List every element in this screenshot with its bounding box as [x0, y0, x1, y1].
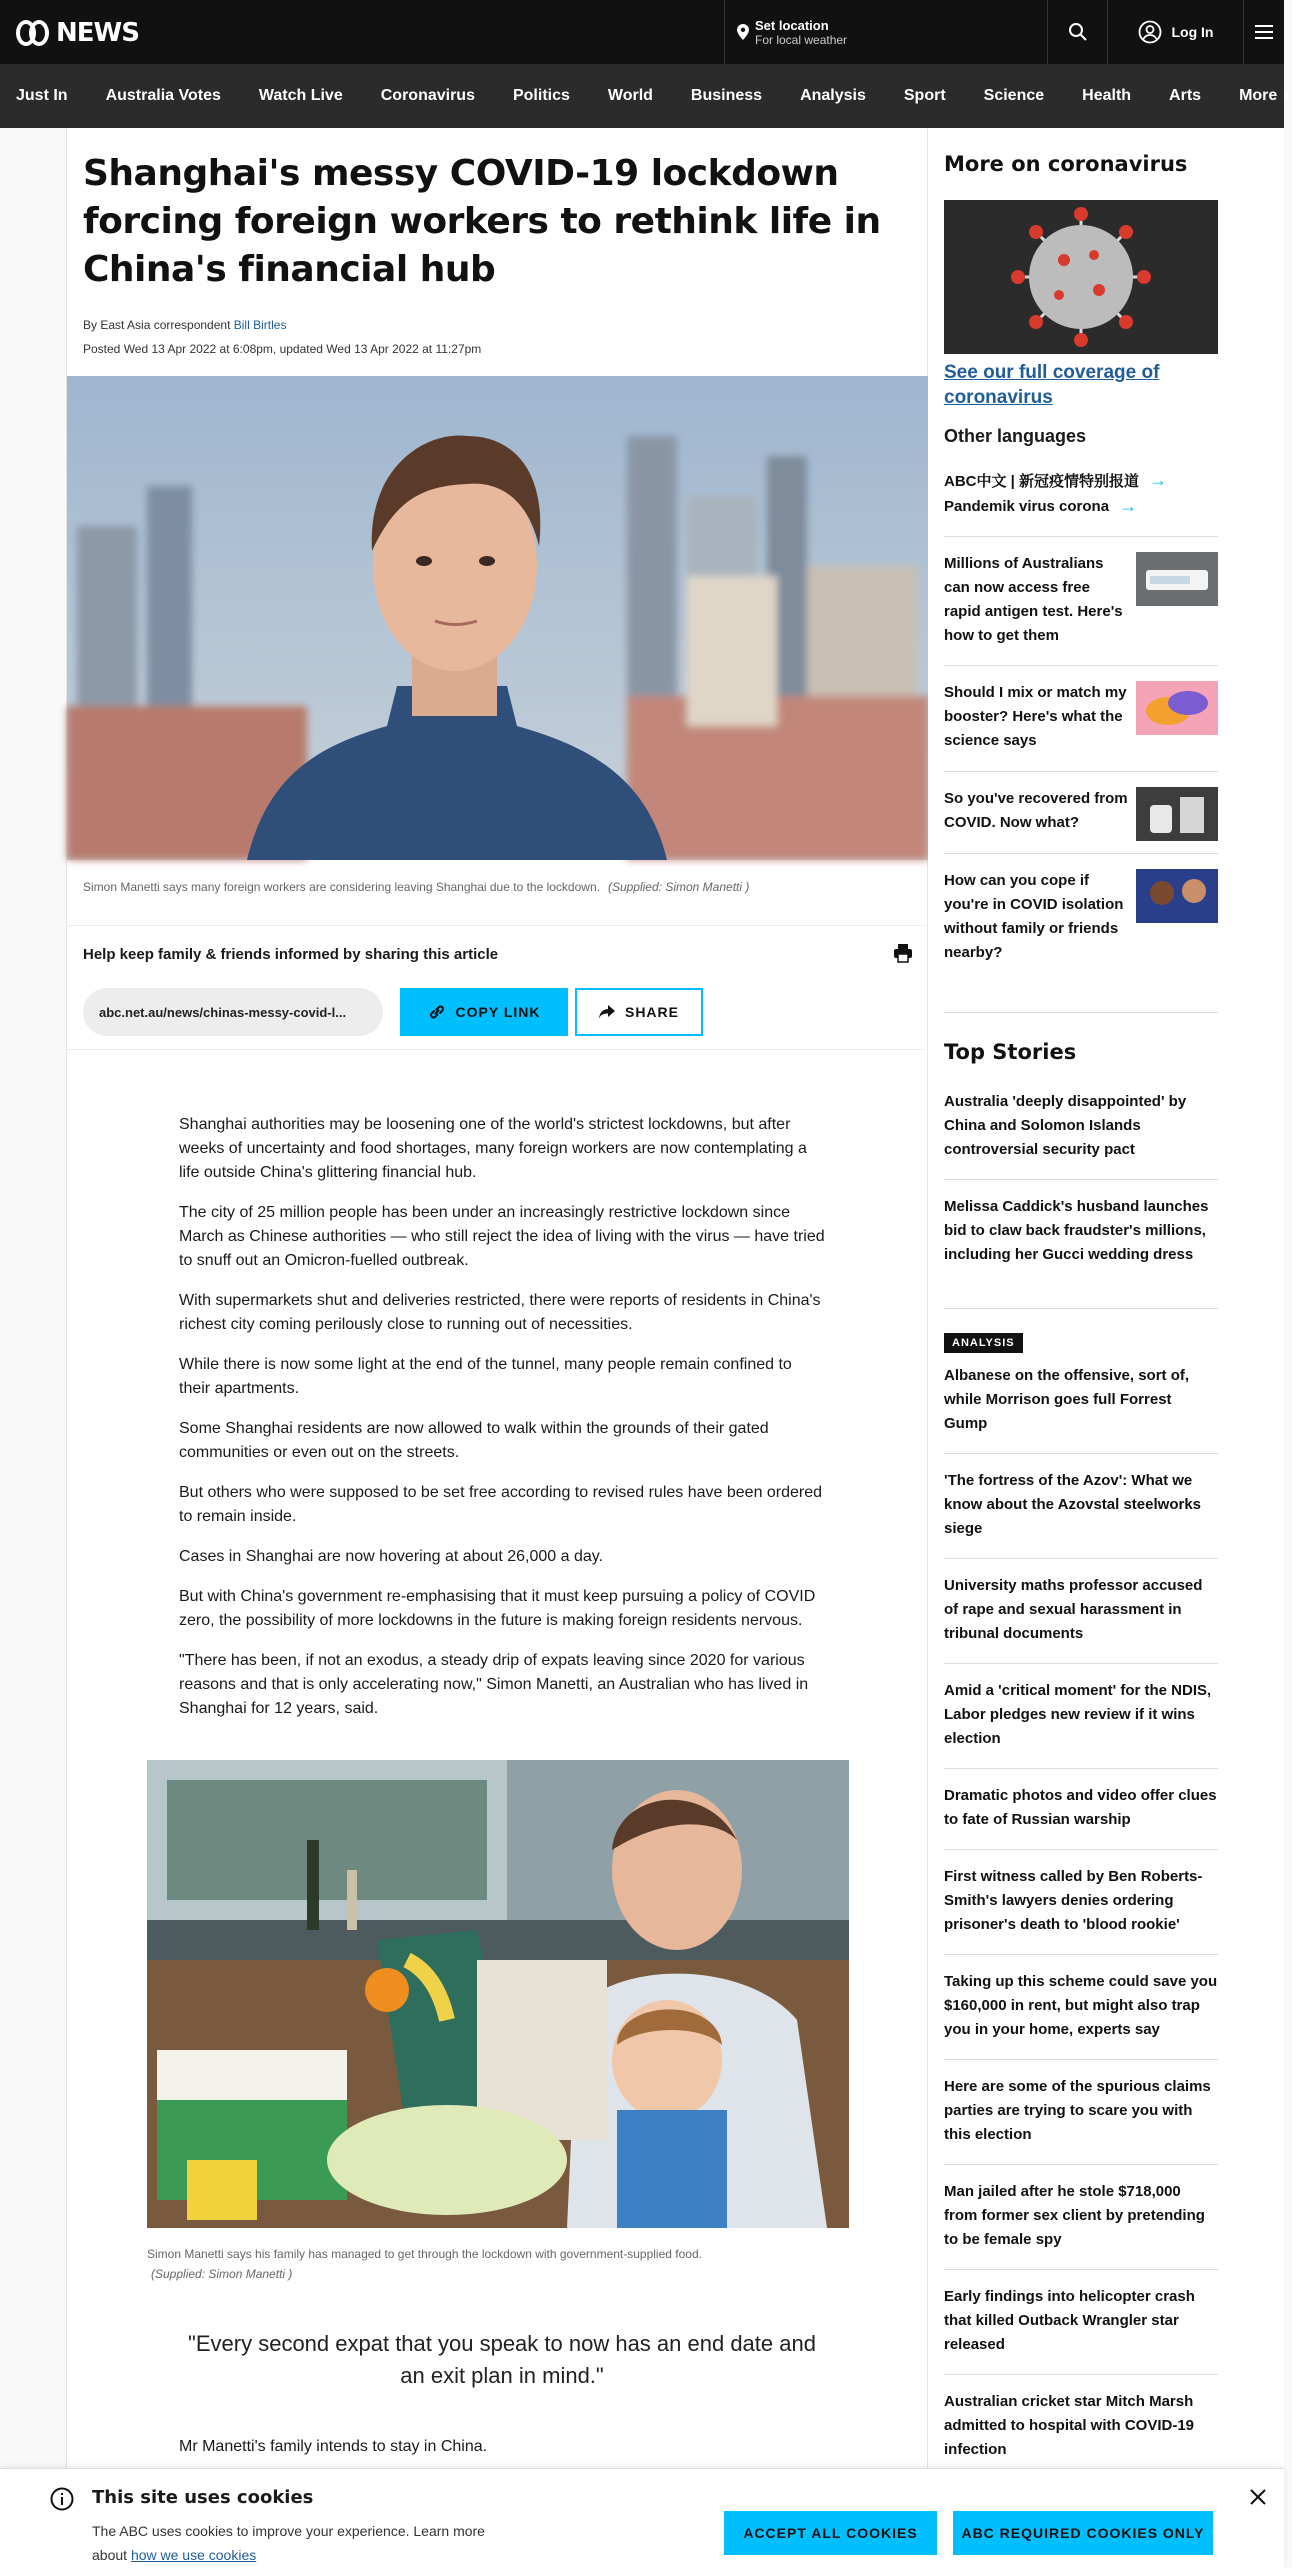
sidebar: [928, 128, 1284, 2568]
set-location-button[interactable]: [724, 0, 1048, 64]
related-story-thumbnail: [1136, 869, 1218, 923]
virus-illustration: [944, 200, 1218, 354]
top-story-link[interactable]: Australia 'deeply disappointed' by China and Solomon Islands controversial security pact: [944, 1093, 1187, 1158]
caret-down-icon: ▼: [1281, 92, 1292, 103]
divider: [944, 1308, 1218, 1309]
language-link-indonesian[interactable]: [944, 496, 1137, 517]
search-button[interactable]: [1048, 0, 1108, 64]
full-coverage-link[interactable]: See our full coverage of coronavirus: [944, 362, 1160, 408]
top-story-link[interactable]: Taking up this scheme could save you $160,000 in rent, but might also trap you in your home, experts say: [944, 1973, 1218, 2038]
cookie-text: [92, 2519, 512, 2567]
nav-coronavirus[interactable]: Coronavirus: [380, 87, 475, 104]
hero-caption-text: Simon Manetti says many foreign workers are considering leaving Shanghai due to the lockdown.: [83, 880, 600, 894]
nav-more[interactable]: [1239, 87, 1292, 105]
top-story-link[interactable]: 'The fortress of the Azov': What we know about the Azovstal steelworks siege: [944, 1472, 1201, 1537]
posted-date: Posted Wed 13 Apr 2022 at 6:08pm, updated Wed 13 Apr 2022 at 11:27pm: [83, 342, 482, 356]
main-nav: [0, 64, 1292, 128]
nav-science[interactable]: Science: [983, 87, 1045, 104]
abc-news-logo[interactable]: [16, 18, 139, 48]
paragraph: Some Shanghai residents are now allowed to walk within the grounds of their gated communities or even out on the streets.: [179, 1420, 769, 1461]
divider: [944, 1954, 1218, 1955]
info-icon: [50, 2487, 74, 2511]
family-photo-credit: (Supplied: Simon Manetti ): [151, 2267, 293, 2281]
share-arrow-icon: [599, 1005, 615, 1019]
family-photo-image: [147, 1760, 849, 2228]
divider: [944, 1849, 1218, 1850]
top-story-link[interactable]: First witness called by Ben Roberts-Smith's lawyers denies ordering prisoner's death to 'blood rookie': [944, 1868, 1203, 1933]
hero-caption: [83, 880, 749, 894]
nav-australia-votes[interactable]: Australia Votes: [105, 87, 221, 104]
related-story[interactable]: [944, 681, 1218, 753]
cookie-banner: [0, 2468, 1284, 2568]
abc-logo-icon: [16, 20, 50, 46]
copy-link-label: COPY LINK: [455, 1004, 541, 1020]
language-link-chinese[interactable]: [944, 470, 1167, 491]
analysis-badge: ANALYSIS: [944, 1333, 1023, 1353]
hero-image: [67, 376, 929, 860]
cookie-policy-link[interactable]: how we use cookies: [130, 2547, 257, 2563]
pull-quote: "Every second expat that you speak to now has an end date and an exit plan in mind.": [188, 2331, 816, 2388]
share-panel: [67, 925, 929, 1050]
family-photo-caption: [147, 2244, 849, 2284]
nav-politics[interactable]: Politics: [512, 87, 570, 104]
byline: [83, 318, 286, 332]
top-story-link[interactable]: Australian cricket star Mitch Marsh admitted to hospital with COVID-19 infection: [944, 2393, 1195, 2458]
hero-credit: (Supplied: Simon Manetti ): [607, 880, 750, 894]
logo-text: NEWS: [56, 18, 139, 48]
language-label: ABC中文 | 新冠疫情特别报道: [944, 473, 1140, 490]
arrow-right-icon: →: [1149, 470, 1168, 490]
related-story-thumbnail: [1136, 681, 1218, 735]
location-pin-icon: [737, 24, 749, 40]
nav-analysis[interactable]: Analysis: [800, 87, 866, 104]
paragraph: "There has been, if not an exodus, a steady drip of expats leaving since 2020 for various reasons and that is only accelerating now," Simon Manetti, an Australian who has lived in Shanghai for 12 years, said.: [179, 1652, 809, 1717]
top-story-link[interactable]: Early findings into helicopter crash that killed Outback Wrangler star released: [944, 2288, 1195, 2353]
arrow-right-icon: →: [1119, 496, 1138, 516]
family-caption-text: Simon Manetti says his family has managed to get through the lockdown with government-supplied food.: [147, 2247, 702, 2261]
family-photo: [147, 1760, 849, 2228]
cookie-message: The ABC uses cookies to improve your experience. Learn more about: [92, 2523, 485, 2563]
paragraph: Shanghai authorities may be loosening one of the world's strictest lockdowns, but after weeks of uncertainty and food shortages, many foreign workers are now contemplating a life outside China's glittering financial hub.: [179, 1116, 807, 1181]
other-languages-heading: Other languages: [944, 426, 1087, 446]
nav-business[interactable]: Business: [690, 87, 763, 104]
top-header: [0, 0, 1284, 64]
article-headline: Shanghai's messy COVID-19 lockdown forcing foreign workers to rethink life in China's financial hub: [83, 153, 881, 290]
divider: [944, 2269, 1218, 2270]
paragraph: With supermarkets shut and deliveries restricted, there were reports of residents in China's richest city coming perilously close to running out of necessities.: [179, 1292, 821, 1333]
related-story-thumbnail: [1136, 787, 1218, 841]
nav-just-in[interactable]: Just In: [16, 87, 68, 104]
divider: [944, 853, 1218, 854]
top-stories-heading: Top Stories: [944, 1040, 1077, 1064]
coronavirus-image[interactable]: [944, 200, 1218, 354]
top-story-link[interactable]: Man jailed after he stole $718,000 from former sex client by pretending to be female spy: [944, 2183, 1205, 2248]
copy-link-button[interactable]: [400, 988, 568, 1036]
article-column: [66, 128, 928, 2568]
divider: [944, 1179, 1218, 1180]
divider: [944, 2374, 1218, 2375]
search-icon: [1068, 22, 1088, 42]
article-body: [179, 1113, 827, 1737]
divider: [944, 1453, 1218, 1454]
nav-sport[interactable]: Sport: [903, 87, 946, 104]
related-story[interactable]: [944, 787, 1218, 835]
paragraph: The city of 25 million people has been under an increasingly restrictive lockdown since March as Chinese authorities — who still reject the idea of living with the virus — have tried to snuff out an Omicron-fuelled outbreak.: [179, 1204, 825, 1269]
divider: [944, 1558, 1218, 1559]
location-title: Set location: [755, 17, 829, 33]
nav-arts[interactable]: Arts: [1169, 87, 1202, 104]
nav-watch-live[interactable]: Watch Live: [258, 87, 343, 104]
paragraph: Mr Manetti's family intends to stay in China.: [179, 2438, 488, 2455]
top-story-link[interactable]: Dramatic photos and video offer clues to fate of Russian warship: [944, 1787, 1217, 1828]
share-title: Help keep family & friends informed by sharing this article: [83, 946, 499, 963]
divider: [944, 1768, 1218, 1769]
share-button[interactable]: [575, 988, 703, 1036]
close-icon[interactable]: [1246, 2485, 1270, 2509]
top-story-link[interactable]: Amid a 'critical moment' for the NDIS, Labor pledges new review if it wins election: [944, 1682, 1212, 1747]
accept-all-cookies-button[interactable]: ACCEPT ALL COOKIES: [724, 2511, 937, 2555]
related-story-title: How can you cope if you're in COVID isolation without family or friends nearby?: [944, 872, 1124, 961]
divider: [944, 2164, 1218, 2165]
related-story-title: Should I mix or match my booster? Here's what the science says: [944, 684, 1127, 749]
related-story-title: Millions of Australians can now access free rapid antigen test. Here's how to get them: [944, 555, 1123, 644]
share-url-field[interactable]: abc.net.au/news/chinas-messy-covid-l...: [83, 988, 383, 1036]
user-icon: [1138, 20, 1162, 44]
paragraph: But with China's government re-emphasising that it must keep pursuing a policy of COVID zero, the possibility of more lockdowns in the future is making foreign residents nervous.: [179, 1588, 816, 1629]
divider: [944, 2059, 1218, 2060]
related-story[interactable]: [944, 869, 1218, 965]
top-story-link[interactable]: Melissa Caddick's husband launches bid to claw back fraudster's millions, including her Gucci wedding dress: [944, 1198, 1209, 1263]
hamburger-icon: [1255, 25, 1273, 39]
top-story-link[interactable]: Here are some of the spurious claims parties are trying to scare you with this election: [944, 2078, 1211, 2143]
cookie-title: This site uses cookies: [92, 2487, 314, 2508]
top-story-link[interactable]: Albanese on the offensive, sort of, while Morrison goes full Forrest Gump: [944, 1367, 1190, 1432]
login-label: Log In: [1171, 24, 1214, 40]
paragraph: While there is now some light at the end of the tunnel, many people remain confined to their apartments.: [179, 1356, 792, 1397]
share-label: SHARE: [624, 1004, 679, 1020]
paragraph: But others who were supposed to be set free according to revised rules have been ordered to remain inside.: [179, 1484, 823, 1525]
top-story-link[interactable]: University maths professor accused of rape and sexual harassment in tribunal documents: [944, 1577, 1203, 1642]
related-story-thumbnail: [1136, 552, 1218, 606]
related-story[interactable]: [944, 552, 1218, 648]
paragraph: Cases in Shanghai are now hovering at about 26,000 a day.: [179, 1548, 603, 1565]
divider: [944, 1012, 1218, 1013]
nav-world[interactable]: World: [607, 87, 653, 104]
author-link[interactable]: Bill Birtles: [233, 318, 287, 332]
divider: [944, 665, 1218, 666]
divider: [944, 1663, 1218, 1664]
hero-photo: [67, 376, 929, 860]
nav-health[interactable]: Health: [1082, 87, 1132, 104]
location-subtitle: For local weather: [755, 32, 848, 47]
required-cookies-only-button[interactable]: ABC REQUIRED COOKIES ONLY: [953, 2511, 1213, 2555]
byline-prefix: By East Asia correspondent: [83, 318, 231, 332]
nav-more-label: More: [1239, 87, 1278, 104]
link-icon: [428, 1003, 446, 1021]
language-label: Pandemik virus corona: [944, 498, 1110, 515]
print-icon[interactable]: [893, 943, 913, 963]
related-story-title: So you've recovered from COVID. Now what?: [944, 790, 1128, 831]
more-on-coronavirus-heading: More on coronavirus: [944, 152, 1188, 176]
login-button[interactable]: [1108, 0, 1244, 64]
divider: [944, 536, 1218, 537]
menu-button[interactable]: [1244, 0, 1284, 64]
divider: [944, 771, 1218, 772]
